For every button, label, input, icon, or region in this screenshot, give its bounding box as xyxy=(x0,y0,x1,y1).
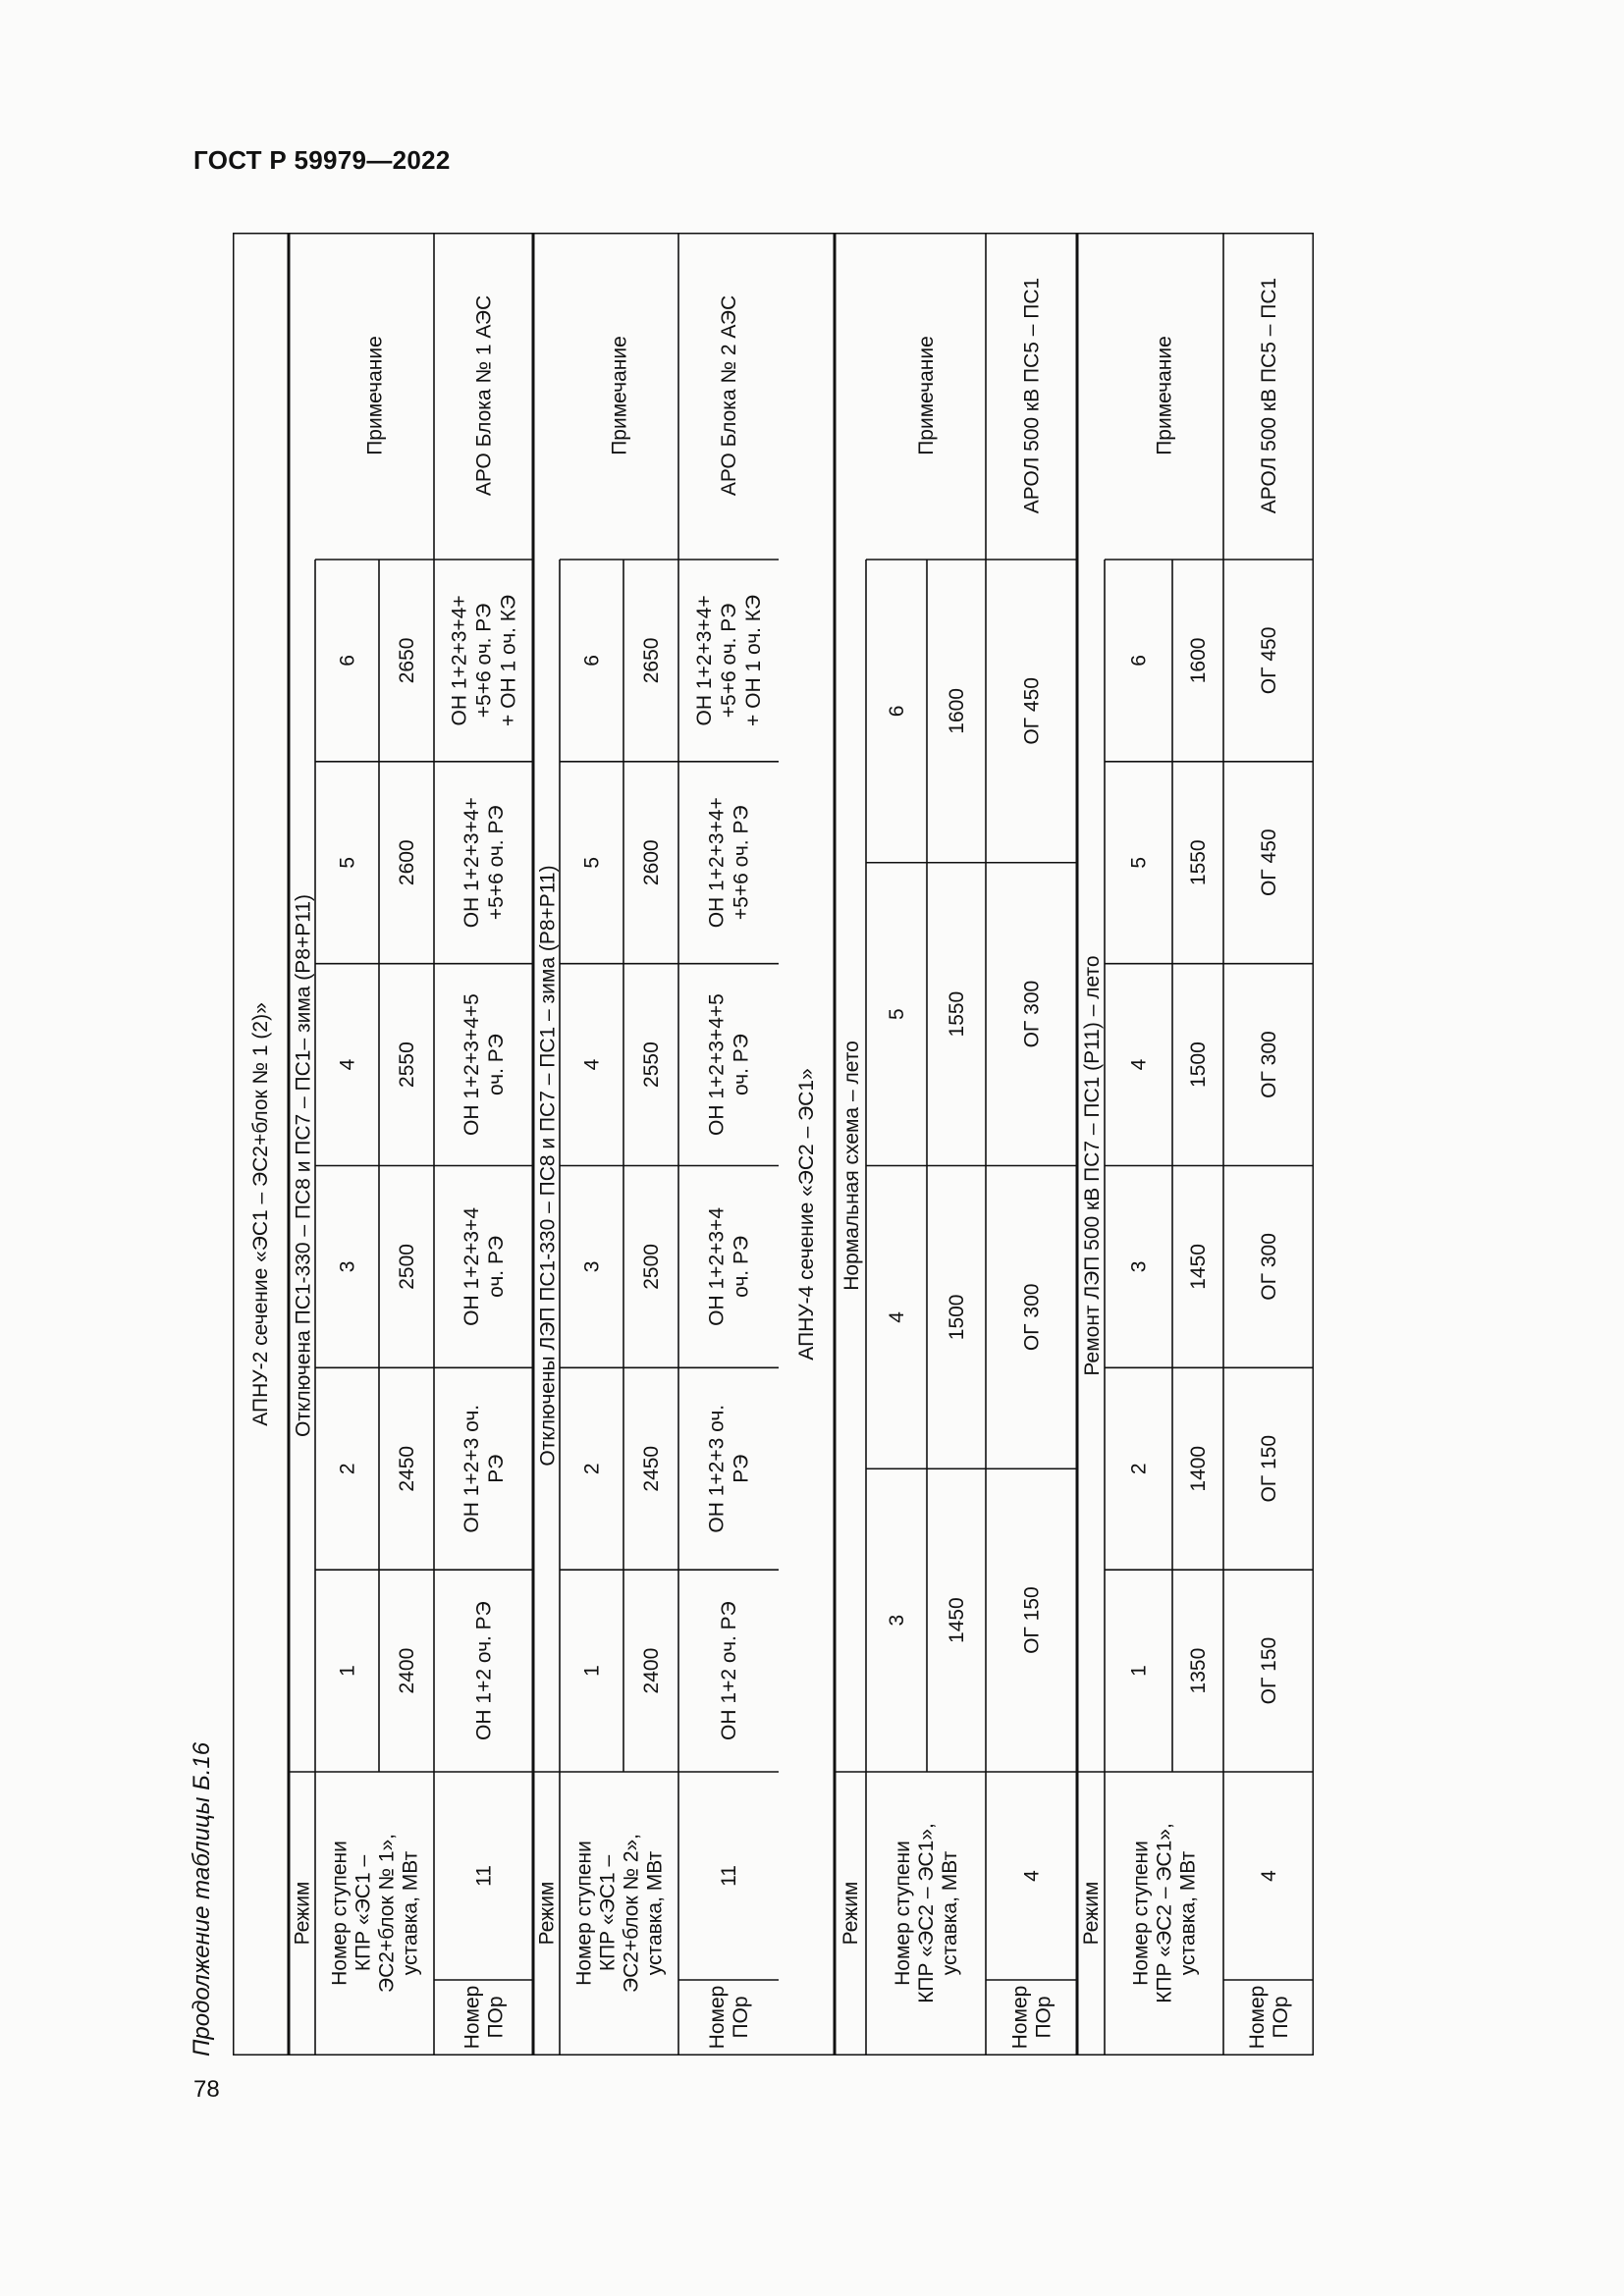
setpoint-value xyxy=(1187,1446,1210,1492)
svg-text:ОН 1+2+3+4+5оч. РЭ: ОН 1+2+3+4+5оч. РЭ xyxy=(460,993,508,1136)
control-action xyxy=(1258,1233,1280,1301)
svg-text:Примечание: Примечание xyxy=(363,336,387,455)
svg-text:1: 1 xyxy=(336,1665,359,1677)
svg-text:АПНУ-2 сечение «ЭС1 – ЭС2+блок: АПНУ-2 сечение «ЭС1 – ЭС2+блок № 1 (2)» xyxy=(249,1002,272,1426)
step-number xyxy=(337,1665,359,1677)
control-action xyxy=(1021,1586,1044,1654)
svg-text:1600: 1600 xyxy=(946,688,968,734)
svg-text:1550: 1550 xyxy=(1187,839,1210,886)
kpr-label xyxy=(892,1823,961,2003)
setpoint-value xyxy=(640,638,663,684)
control-action xyxy=(1021,677,1044,745)
svg-text:АРОЛ 500 кВ ПС5 – ПС1: АРОЛ 500 кВ ПС5 – ПС1 xyxy=(1020,277,1044,514)
svg-text:4: 4 xyxy=(1127,1058,1151,1071)
svg-text:АПНУ-4 сечение «ЭС2 – ЭС1»: АПНУ-4 сечение «ЭС2 – ЭС1» xyxy=(795,1068,818,1361)
svg-text:2: 2 xyxy=(580,1463,604,1475)
svg-text:2450: 2450 xyxy=(640,1445,663,1492)
setpoint-value xyxy=(1187,1244,1210,1290)
svg-text:4: 4 xyxy=(580,1058,604,1071)
note-header xyxy=(915,336,938,455)
svg-text:1450: 1450 xyxy=(946,1597,968,1643)
svg-text:2400: 2400 xyxy=(396,1647,418,1694)
control-action xyxy=(460,1405,508,1533)
svg-text:АРО Блока № 2 АЭС: АРО Блока № 2 АЭС xyxy=(718,294,740,497)
svg-text:2550: 2550 xyxy=(640,1041,663,1088)
step-number xyxy=(1128,1463,1151,1474)
svg-text:1400: 1400 xyxy=(1187,1445,1210,1492)
svg-text:3: 3 xyxy=(336,1260,359,1273)
setpoint-value xyxy=(1187,839,1210,885)
table-continuation-caption: Продолжение таблицы Б.16 xyxy=(189,1741,215,2056)
svg-text:ОН 1+2+3+4++5+6 оч. РЭ: ОН 1+2+3+4++5+6 оч. РЭ xyxy=(705,797,753,929)
nop-label xyxy=(461,1986,508,2050)
svg-text:НомерПОр: НомерПОр xyxy=(460,1985,508,2050)
svg-text:3: 3 xyxy=(886,1614,908,1627)
note-header xyxy=(609,336,631,455)
svg-text:НомерПОр: НомерПОр xyxy=(1008,1985,1056,2050)
svg-text:ОГ 150: ОГ 150 xyxy=(1258,1636,1280,1705)
mode-label xyxy=(292,1882,314,1946)
svg-text:4: 4 xyxy=(1258,1870,1280,1882)
svg-text:6: 6 xyxy=(336,655,359,667)
svg-text:ОН 1+2+3+4++5+6 оч. РЭ+ ОН 1 о: ОН 1+2+3+4++5+6 оч. РЭ+ ОН 1 оч. КЭ xyxy=(448,594,520,726)
step-number xyxy=(581,857,604,869)
nop-label xyxy=(706,1986,752,2050)
svg-text:1500: 1500 xyxy=(946,1294,968,1341)
svg-text:ОГ 450: ОГ 450 xyxy=(1020,677,1044,745)
svg-text:6: 6 xyxy=(580,655,604,667)
svg-text:3: 3 xyxy=(1127,1260,1151,1273)
svg-text:2550: 2550 xyxy=(396,1041,418,1088)
setpoint-value xyxy=(640,1244,663,1290)
control-action xyxy=(1258,1031,1280,1098)
svg-text:Примечание: Примечание xyxy=(915,336,938,455)
setpoint-value xyxy=(1187,1041,1210,1088)
svg-text:НомерПОр: НомерПОр xyxy=(1246,1985,1292,2050)
svg-text:11: 11 xyxy=(718,1865,740,1887)
svg-text:1350: 1350 xyxy=(1187,1647,1210,1694)
rotated-table xyxy=(233,233,1314,2056)
step-number xyxy=(1128,1058,1151,1070)
svg-text:1550: 1550 xyxy=(946,990,968,1038)
setpoint-value xyxy=(946,991,968,1038)
setpoint-value xyxy=(946,1597,968,1643)
setpoint-value xyxy=(640,839,663,885)
svg-text:2: 2 xyxy=(336,1463,359,1475)
svg-text:ОН 1+2+3+4+5оч. РЭ: ОН 1+2+3+4+5оч. РЭ xyxy=(705,993,753,1136)
svg-text:5: 5 xyxy=(1127,856,1151,869)
setpoint-value xyxy=(396,1244,418,1290)
svg-text:2650: 2650 xyxy=(640,637,663,684)
control-action xyxy=(473,1601,496,1740)
step-number xyxy=(1128,1261,1151,1273)
section-title xyxy=(795,1068,818,1360)
svg-text:ОН 1+2+3 оч.РЭ: ОН 1+2+3 оч.РЭ xyxy=(460,1404,508,1533)
setpoint-value xyxy=(396,1041,418,1088)
step-number xyxy=(1128,857,1151,869)
kpr-label xyxy=(329,1834,422,1993)
control-action xyxy=(706,1405,753,1533)
control-action xyxy=(706,1207,753,1326)
control-action xyxy=(1258,627,1280,695)
svg-text:Номер ступениКПР «ЭС1 –ЭС2+бло: Номер ступениКПР «ЭС1 –ЭС2+блок № 1»,уставка, МВт xyxy=(328,1833,422,1994)
svg-text:1600: 1600 xyxy=(1187,637,1210,684)
control-action xyxy=(1258,828,1280,896)
mode-label xyxy=(536,1882,559,1946)
step-number xyxy=(581,1665,604,1677)
control-action xyxy=(460,1207,508,1326)
svg-text:Отключены ЛЭП ПС1-330 – ПС8 и: Отключены ЛЭП ПС1-330 – ПС8 и ПС7 – ПС1 – зима (Р8+Р11) xyxy=(536,865,560,1467)
control-action xyxy=(706,797,753,928)
note-text xyxy=(718,295,740,496)
svg-text:1500: 1500 xyxy=(1187,1041,1210,1088)
control-action xyxy=(1021,1284,1044,1352)
control-action xyxy=(449,595,520,726)
control-action xyxy=(460,797,508,928)
svg-text:2: 2 xyxy=(1127,1463,1151,1475)
control-action xyxy=(460,993,508,1136)
svg-text:1450: 1450 xyxy=(1187,1244,1210,1290)
setpoint-value xyxy=(640,1041,663,1088)
control-action xyxy=(718,1601,740,1740)
nop-value xyxy=(1258,1870,1280,1882)
svg-text:ОН 1+2 оч. РЭ: ОН 1+2 оч. РЭ xyxy=(718,1601,740,1740)
svg-text:2500: 2500 xyxy=(640,1244,663,1290)
svg-text:Режим: Режим xyxy=(839,1881,862,1946)
mode-text xyxy=(293,894,315,1437)
svg-text:2650: 2650 xyxy=(396,637,418,684)
svg-text:ОГ 300: ОГ 300 xyxy=(1020,980,1044,1048)
svg-text:Ремонт ЛЭП 500 кВ ПС7 – ПС1 (Р: Ремонт ЛЭП 500 кВ ПС7 – ПС1 (Р11) – лето xyxy=(1081,955,1104,1376)
svg-text:АРО Блока № 1 АЭС: АРО Блока № 1 АЭС xyxy=(472,294,496,497)
step-number xyxy=(581,1058,604,1070)
mode-text xyxy=(1081,955,1104,1375)
svg-text:6: 6 xyxy=(1127,655,1151,667)
step-number xyxy=(581,655,604,667)
document-code: ГОСТ Р 59979—2022 xyxy=(193,145,451,175)
svg-text:Нормальная схема – лето: Нормальная схема – лето xyxy=(840,1041,863,1291)
nop-label xyxy=(1246,1986,1292,2050)
step-number xyxy=(1128,655,1151,667)
page-number: 78 xyxy=(193,2076,220,2103)
kpr-label xyxy=(573,1834,667,1993)
nop-label xyxy=(1009,1986,1056,2050)
step-number xyxy=(886,1008,908,1020)
nop-value xyxy=(1021,1870,1044,1882)
svg-text:ОГ 300: ОГ 300 xyxy=(1020,1283,1044,1352)
svg-text:ОН 1+2+3 оч.РЭ: ОН 1+2+3 оч.РЭ xyxy=(705,1404,753,1533)
svg-text:11: 11 xyxy=(472,1865,496,1887)
note-header xyxy=(1154,336,1176,455)
mode-text xyxy=(840,1041,863,1291)
svg-text:ОН 1+2+3+4оч. РЭ: ОН 1+2+3+4оч. РЭ xyxy=(460,1206,508,1326)
setpoint-value xyxy=(396,839,418,885)
svg-text:ОГ 450: ОГ 450 xyxy=(1258,828,1280,897)
step-number xyxy=(886,1615,908,1627)
svg-text:ОН 1+2+3+4++5+6 оч. РЭ+ ОН 1 о: ОН 1+2+3+4++5+6 оч. РЭ+ ОН 1 оч. КЭ xyxy=(693,594,765,726)
setpoint-value xyxy=(640,1648,663,1694)
svg-text:Режим: Режим xyxy=(535,1881,559,1946)
setpoint-value xyxy=(396,1648,418,1694)
step-number xyxy=(581,1261,604,1273)
table-grid xyxy=(233,233,1314,2056)
svg-text:ОГ 450: ОГ 450 xyxy=(1258,626,1280,695)
control-action xyxy=(693,595,765,726)
step-number xyxy=(581,1463,604,1474)
svg-text:Номер ступениКПР «ЭС2 – ЭС1»,у: Номер ступениКПР «ЭС2 – ЭС1»,уставка, МВт xyxy=(1129,1823,1200,2003)
section-title xyxy=(249,1002,272,1425)
svg-text:5: 5 xyxy=(336,856,359,869)
setpoint-value xyxy=(396,638,418,684)
svg-text:ОН 1+2 оч. РЭ: ОН 1+2 оч. РЭ xyxy=(472,1601,496,1740)
control-action xyxy=(1258,1435,1280,1503)
note-header xyxy=(364,336,387,455)
svg-text:ОГ 150: ОГ 150 xyxy=(1258,1434,1280,1503)
svg-text:Номер ступениКПР «ЭС2 – ЭС1»,у: Номер ступениКПР «ЭС2 – ЭС1»,уставка, МВт xyxy=(892,1823,961,2003)
setpoint-value xyxy=(1187,638,1210,684)
svg-text:2400: 2400 xyxy=(640,1647,663,1694)
svg-text:ОГ 300: ОГ 300 xyxy=(1258,1233,1280,1301)
note-text xyxy=(473,295,496,496)
step-number xyxy=(886,706,908,718)
svg-text:Отключена ПС1-330 – ПС8 и ПС7: Отключена ПС1-330 – ПС8 и ПС7 – ПС1– зима (Р8+Р11) xyxy=(292,893,315,1438)
nop-value xyxy=(473,1865,496,1887)
svg-text:НомерПОр: НомерПОр xyxy=(706,1985,752,2050)
svg-text:4: 4 xyxy=(1020,1870,1044,1882)
kpr-label xyxy=(1130,1823,1200,2003)
svg-text:Режим: Режим xyxy=(1080,1881,1103,1946)
mode-label xyxy=(1080,1882,1103,1946)
step-number xyxy=(337,1058,359,1070)
step-number xyxy=(337,1463,359,1474)
setpoint-value xyxy=(640,1446,663,1492)
svg-text:6: 6 xyxy=(886,705,908,718)
setpoint-value xyxy=(396,1446,418,1492)
svg-text:ОГ 150: ОГ 150 xyxy=(1020,1586,1044,1654)
svg-text:Примечание: Примечание xyxy=(608,336,631,455)
svg-text:1: 1 xyxy=(580,1665,604,1677)
svg-text:ОГ 300: ОГ 300 xyxy=(1258,1031,1280,1098)
control-action xyxy=(1021,981,1044,1048)
svg-text:4: 4 xyxy=(886,1311,908,1323)
note-text xyxy=(1258,278,1280,513)
note-text xyxy=(1021,278,1044,513)
svg-text:1: 1 xyxy=(1127,1665,1151,1677)
svg-text:5: 5 xyxy=(886,1008,908,1020)
control-action xyxy=(1258,1637,1280,1705)
setpoint-value xyxy=(946,688,968,734)
nop-value xyxy=(718,1865,740,1887)
svg-text:3: 3 xyxy=(580,1260,604,1273)
svg-text:2600: 2600 xyxy=(640,839,663,886)
mode-label xyxy=(839,1882,862,1946)
svg-text:ОН 1+2+3+4оч. РЭ: ОН 1+2+3+4оч. РЭ xyxy=(705,1206,753,1326)
step-number xyxy=(886,1311,908,1323)
svg-text:2500: 2500 xyxy=(396,1244,418,1290)
svg-text:Примечание: Примечание xyxy=(1153,336,1176,455)
svg-text:4: 4 xyxy=(336,1058,359,1071)
setpoint-value xyxy=(946,1295,968,1341)
svg-text:Номер ступениКПР «ЭС1 –ЭС2+бло: Номер ступениКПР «ЭС1 –ЭС2+блок № 2»,уставка, МВт xyxy=(572,1833,667,1994)
svg-text:2600: 2600 xyxy=(396,839,418,886)
svg-text:АРОЛ 500 кВ ПС5 – ПС1: АРОЛ 500 кВ ПС5 – ПС1 xyxy=(1258,277,1280,514)
control-action xyxy=(706,993,753,1136)
step-number xyxy=(337,655,359,667)
step-number xyxy=(1128,1665,1151,1677)
svg-text:2450: 2450 xyxy=(396,1445,418,1492)
mode-text xyxy=(537,865,560,1466)
svg-text:Режим: Режим xyxy=(291,1881,314,1946)
step-number xyxy=(337,857,359,869)
svg-text:ОН 1+2+3+4++5+6 оч. РЭ: ОН 1+2+3+4++5+6 оч. РЭ xyxy=(460,797,508,929)
setpoint-value xyxy=(1187,1648,1210,1694)
step-number xyxy=(337,1261,359,1273)
svg-text:5: 5 xyxy=(580,856,604,869)
